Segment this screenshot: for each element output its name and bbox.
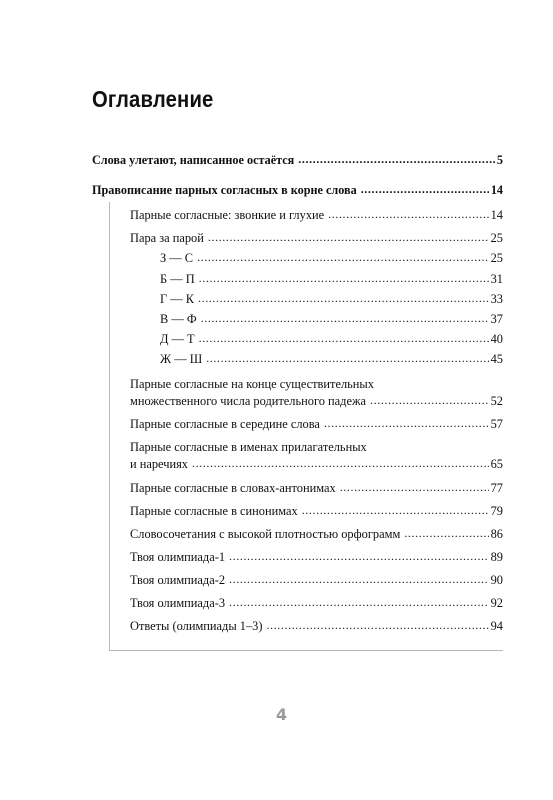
toc-page-number: 52 (490, 394, 503, 408)
leader-dots (326, 211, 488, 221)
leader-dots (227, 576, 489, 586)
toc-entry-label: Правописание парных согласных в корне слова (92, 183, 357, 197)
toc-entry-label: Д — Т (160, 332, 195, 346)
toc-entry[interactable] (130, 480, 503, 497)
toc-page-number: 79 (490, 504, 503, 518)
toc-page-number: 33 (490, 292, 503, 306)
toc-entry-intro[interactable] (92, 152, 503, 169)
leader-dots (206, 234, 489, 244)
toc-entry-label: З — С (160, 251, 194, 265)
toc-page-number: 37 (490, 312, 503, 326)
toc-entry-label: Твоя олимпиада-1 (130, 550, 226, 564)
leader-dots (265, 622, 489, 632)
leader-dots (368, 397, 489, 407)
toc-page-number: 57 (490, 417, 503, 431)
toc-page-number: 65 (490, 457, 503, 471)
toc-subentry[interactable] (160, 331, 503, 348)
toc-page-number: 31 (490, 272, 503, 286)
toc-entry[interactable] (130, 230, 503, 247)
toc-entry-label: Ж — Ш (160, 352, 203, 366)
toc-entry-label: В — Ф (160, 312, 197, 326)
leader-dots (227, 553, 489, 563)
leader-dots (227, 599, 489, 609)
leader-dots (196, 295, 489, 305)
toc-entry-label-line1[interactable]: Парные согласные на конце существительных (130, 377, 374, 391)
toc-page-number: 45 (490, 352, 503, 366)
toc-entry-label: множественного числа родительного падежа (130, 394, 367, 408)
toc-subentry[interactable] (160, 351, 503, 368)
toc-entry[interactable] (130, 572, 503, 589)
leader-dots (402, 530, 488, 540)
leader-dots (359, 186, 489, 196)
toc-entry-label: Г — К (160, 292, 195, 306)
toc-entry-label: Слова улетают, написанное остаётся (92, 153, 295, 167)
toc-entry[interactable] (130, 526, 503, 543)
page-number: 4 (276, 705, 288, 724)
toc-entry-label: Парные согласные в середине слова (130, 417, 320, 431)
toc-entry[interactable] (130, 416, 503, 433)
toc-entry-label: Б — П (160, 272, 195, 286)
toc-page-number: 92 (490, 596, 503, 610)
leader-dots (204, 355, 488, 365)
toc-entry-label: Парные согласные: звонкие и глухие (130, 208, 325, 222)
toc-page-number: 5 (496, 153, 503, 167)
toc-page-number: 90 (490, 573, 503, 587)
toc-page-number: 94 (490, 619, 503, 633)
toc-subentry[interactable] (160, 250, 503, 267)
toc-entry-label: и наречиях (130, 457, 189, 471)
toc-entry-label: Ответы (олимпиады 1–3) (130, 619, 263, 633)
toc-subentry[interactable] (160, 271, 503, 288)
toc-entry[interactable] (130, 618, 503, 635)
toc-entry-label: Твоя олимпиада-2 (130, 573, 226, 587)
toc-entry-label-line1[interactable]: Парные согласные в именах прилагательных (130, 440, 367, 454)
toc-subentry[interactable] (160, 291, 503, 308)
toc-entry[interactable] (130, 393, 503, 410)
toc-entry-section[interactable] (92, 182, 503, 199)
leader-dots (322, 420, 489, 430)
page-title: Оглавление (92, 86, 214, 112)
toc-page-number: 25 (490, 231, 503, 245)
leader-dots (190, 460, 489, 470)
leader-dots (197, 275, 489, 285)
toc-entry-label: Парные согласные в синонимах (130, 504, 298, 518)
toc-page-number: 89 (490, 550, 503, 564)
toc-entry[interactable] (130, 503, 503, 520)
leader-dots (300, 507, 489, 517)
toc-entry-label: Парные согласные в словах-антонимах (130, 481, 336, 495)
toc-entry[interactable] (130, 456, 503, 473)
leader-dots (199, 315, 489, 325)
leader-dots (296, 156, 495, 166)
toc-entry-label: Словосочетания с высокой плотностью орфограмм (130, 527, 401, 541)
toc-entry[interactable] (130, 549, 503, 566)
toc-entry-label: Пара за парой (130, 231, 204, 245)
toc-page-number: 77 (490, 481, 503, 495)
leader-dots (338, 484, 489, 494)
toc-entry-label: Твоя олимпиада-3 (130, 596, 226, 610)
leader-dots (195, 254, 489, 264)
toc-entry[interactable] (130, 207, 503, 224)
leader-dots (197, 335, 489, 345)
toc-page-number: 14 (490, 208, 503, 222)
toc-page-number: 25 (490, 251, 503, 265)
toc-entry[interactable] (130, 595, 503, 612)
toc-page-number: 40 (490, 332, 503, 346)
toc-page-number: 86 (490, 527, 503, 541)
toc-subentry[interactable] (160, 311, 503, 328)
toc-page-number: 14 (490, 183, 503, 197)
